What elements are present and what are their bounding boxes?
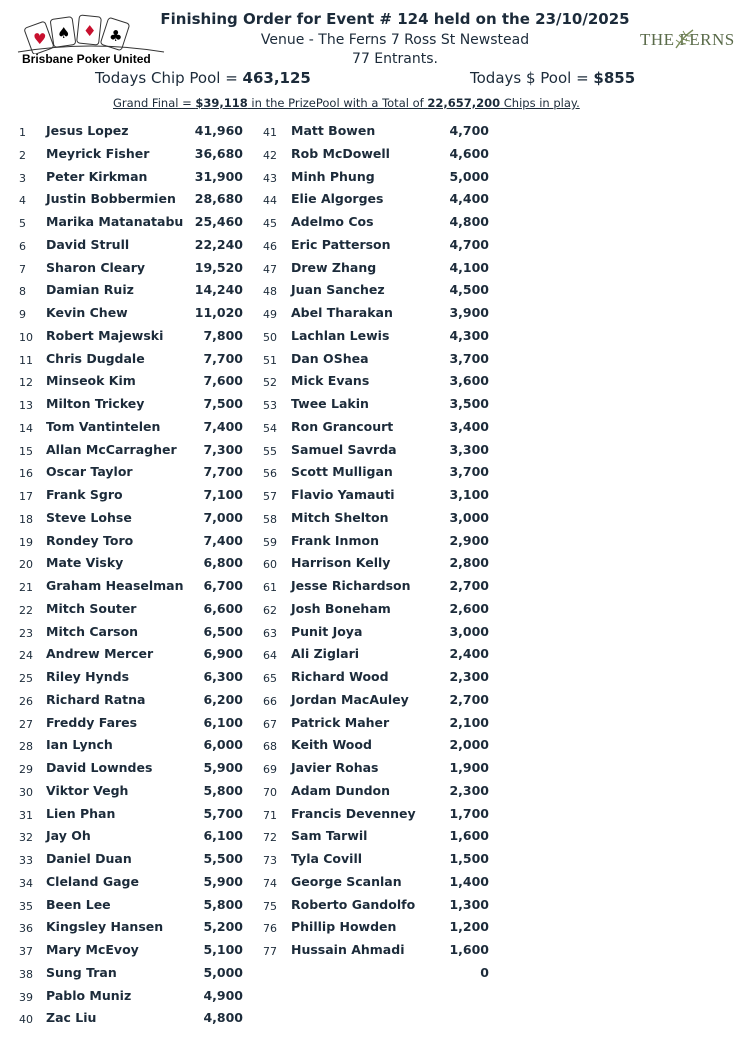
position-number: 31 [19,808,33,822]
player-name: Chris Dugdale [46,350,145,366]
position-number: 67 [263,717,277,731]
chip-count: 5,800 [203,782,243,798]
chip-count: 4,300 [449,327,489,343]
chip-count: 3,700 [449,464,489,480]
chip-pool-value: 463,125 [242,69,311,87]
chip-count: 6,100 [203,714,243,730]
chip-count: 4,800 [449,214,489,229]
position-number: 59 [263,535,277,549]
player-name: Kevin Chew [46,305,128,320]
player-name: Mitch Carson [46,623,139,639]
position-number: 34 [19,876,33,890]
position-number: 47 [263,262,277,276]
position-number: 40 [19,1013,33,1027]
position-number: 73 [263,854,277,867]
position-number: 45 [263,217,277,230]
diamond-suit-icon: ♦ [83,22,97,40]
position-number: 27 [19,717,33,731]
page-title: Finishing Order for Event # 124 held on the 23/10/2025 [160,10,630,28]
player-name: Frank Inmon [291,532,379,548]
chip-count: 1,500 [449,851,489,866]
player-name: Frank Sgro [46,487,123,502]
chip-count: 5,200 [203,919,243,935]
player-name: Rob McDowell [291,145,390,161]
chip-count: 7,400 [203,418,243,434]
position-number: 58 [263,512,277,526]
chip-count: 14,240 [194,282,243,298]
chip-count: 4,700 [449,123,489,138]
venue-text: Venue - The Ferns 7 Ross St Newstead [260,32,530,48]
chip-count: 1,400 [449,873,489,889]
chip-count: 11,020 [194,305,243,320]
chip-count: 1,200 [449,919,489,935]
chip-count: 5,500 [203,851,243,866]
chip-count: 6,300 [203,669,243,684]
player-name: Flavio Yamauti [291,487,395,502]
player-name: Freddy Fares [46,714,138,730]
chip-count: 2,300 [449,782,489,798]
player-name: Allan McCarragher [46,441,177,457]
player-name: Eric Patterson [291,236,391,252]
chip-count: 2,000 [449,737,489,753]
player-name: Robert Majewski [46,327,164,343]
player-name: George Scanlan [291,873,402,889]
position-number: 42 [263,148,277,162]
position-number: 16 [19,467,33,481]
chip-count: 3,900 [449,305,489,320]
player-name: Lachlan Lewis [291,327,390,343]
position-number: 41 [263,126,277,139]
chip-count: 4,500 [449,282,489,298]
chip-count: 4,800 [203,1010,243,1026]
playing-cards-icon [16,14,166,54]
player-name: Minseok Kim [46,373,136,389]
chip-count: 3,000 [449,509,489,525]
player-name: Scott Mulligan [291,464,393,480]
chip-count: 25,460 [194,214,243,229]
chip-count: 22,240 [194,236,243,252]
player-name: Mitch Souter [46,600,137,616]
grand-final-chips: 22,657,200 [427,96,501,110]
position-number: 14 [19,421,33,435]
position-number: 57 [263,490,277,503]
player-name: Mitch Shelton [291,509,389,525]
player-name: Mick Evans [291,373,370,389]
player-name: Juan Sanchez [291,282,385,298]
position-number: 66 [263,694,277,708]
spade-suit-icon: ♠ [57,24,71,42]
chip-count: 4,900 [203,987,243,1003]
chip-count: 4,100 [449,259,489,275]
position-number: 17 [19,490,33,503]
chip-count: 7,400 [203,532,243,548]
position-number: 10 [19,330,33,344]
chip-count: 41,960 [194,123,243,138]
player-name: Tom Vantintelen [46,418,161,434]
player-name: Jay Oh [46,828,91,844]
player-name: Mary McEvoy [46,942,139,957]
position-number: 64 [263,649,277,663]
position-number: 1 [19,126,26,139]
position-number: 43 [263,171,277,185]
chip-count: 4,400 [449,191,489,207]
player-name: Dan OShea [291,350,369,366]
player-name: Rondey Toro [46,532,134,548]
player-name: Milton Trickey [46,396,145,411]
position-number: 51 [263,353,277,367]
player-name: Adam Dundon [291,782,391,798]
chip-count: 5,900 [203,760,243,775]
player-name: Jordan MacAuley [291,691,409,707]
player-name: Steve Lohse [46,509,132,525]
position-number: 49 [263,308,277,321]
player-name: Damian Ruiz [46,282,134,298]
player-name: Andrew Mercer [46,646,154,662]
position-number: 60 [263,558,277,572]
position-number: 29 [19,763,33,776]
player-name: Sharon Cleary [46,259,146,275]
player-name: Matt Bowen [291,123,376,138]
player-name: Oscar Taylor [46,464,133,480]
chip-count: 7,800 [203,327,243,343]
grand-final-amount: $39,118 [195,96,248,110]
player-name: Jesse Richardson [291,578,411,593]
position-number: 21 [19,581,33,594]
chip-count: 2,700 [449,691,489,707]
chip-count: 3,500 [449,396,489,411]
position-number: 65 [263,672,277,685]
player-name: Jesus Lopez [46,123,129,138]
chip-count: 7,300 [203,441,243,457]
chip-count: 3,400 [449,418,489,434]
player-name: Riley Hynds [46,669,130,684]
position-number: 18 [19,512,33,526]
position-number: 25 [19,672,33,685]
position-number: 37 [19,945,33,958]
player-name: Meyrick Fisher [46,145,150,161]
chip-count: 6,500 [203,623,243,639]
player-name: Patrick Maher [291,714,390,730]
heart-suit-icon: ♥ [33,30,47,48]
position-number: 71 [263,808,277,822]
chip-count: 6,600 [203,600,243,616]
chip-count: 36,680 [194,145,243,161]
club-suit-icon: ♣ [109,27,123,45]
chip-pool-label: Todays Chip Pool = [95,69,243,87]
player-name: Graham Heaselman [46,578,184,593]
player-name: Roberto Gandolfo [291,896,416,912]
position-number: 72 [263,831,277,845]
chip-count: 3,700 [449,350,489,366]
position-number: 56 [263,467,277,481]
position-number: 19 [19,535,33,549]
player-name: Ali Ziglari [291,646,360,662]
player-name: David Lowndes [46,760,153,775]
chip-count: 0 [480,964,489,980]
chip-count: 3,600 [449,373,489,389]
position-number: 44 [263,194,277,208]
player-name: Tyla Covill [291,851,363,866]
position-number: 8 [19,285,26,299]
chip-count: 7,600 [203,373,243,389]
the-ferns-logo [640,30,740,56]
player-name: Kingsley Hansen [46,919,164,935]
dollar-pool-label: Todays $ Pool = [470,69,594,87]
chip-count: 6,100 [203,828,243,844]
dollar-pool [470,69,635,87]
player-name: Josh Boneham [291,600,391,616]
position-number: 77 [263,945,277,958]
chip-count: 5,100 [203,942,243,957]
position-number: 4 [19,194,26,208]
position-number: 62 [263,603,277,617]
chip-count: 7,500 [203,396,243,411]
position-number: 38 [19,967,33,981]
player-name: Zac Liu [46,1010,97,1026]
chip-count: 1,300 [449,896,489,912]
player-name: Adelmo Cos [291,214,374,229]
player-name: Cleland Gage [46,873,139,889]
player-name: Elie Algorges [291,191,384,207]
player-name: Justin Bobbermien [46,191,176,207]
chip-count: 2,400 [449,646,489,662]
position-number: 63 [263,626,277,640]
player-name: Twee Lakin [291,396,369,411]
player-name: Drew Zhang [291,259,377,275]
player-name: David Strull [46,236,130,252]
player-name: Hussain Ahmadi [291,942,405,957]
position-number: 12 [19,376,33,390]
grand-final-middle: in the PrizePool with a Total of [247,96,428,110]
chip-count: 3,000 [449,623,489,639]
player-name: Sam Tarwil [291,828,368,844]
position-number: 61 [263,581,277,594]
chip-pool [95,69,311,87]
player-name: Lien Phan [46,805,116,821]
player-name: Been Lee [46,896,111,912]
chip-count: 2,300 [449,669,489,684]
player-name: Viktor Vegh [46,782,129,798]
chip-count: 6,000 [203,737,243,753]
chip-count: 6,200 [203,691,243,707]
position-number: 30 [19,785,33,799]
player-name: Richard Ratna [46,691,146,707]
chip-count: 6,700 [203,578,243,593]
chip-count: 1,900 [449,760,489,775]
chip-count: 4,700 [449,236,489,252]
chip-count: 3,300 [449,441,489,457]
position-number: 15 [19,444,33,458]
entrants-count: 77 Entrants. [352,51,438,67]
chip-count: 2,100 [449,714,489,730]
position-number: 11 [19,353,33,367]
chip-count: 1,600 [449,942,489,957]
position-number: 54 [263,421,277,435]
player-name: Francis Devenney [291,805,416,821]
position-number: 48 [263,285,277,299]
position-number: 22 [19,603,33,617]
chip-count: 2,700 [449,578,489,593]
position-number: 7 [19,262,26,276]
chip-count: 3,100 [449,487,489,502]
player-name: Javier Rohas [291,760,379,775]
position-number: 24 [19,649,33,663]
chip-count: 4,600 [449,145,489,161]
chip-count: 7,000 [203,509,243,525]
position-number: 50 [263,330,277,344]
position-number: 3 [19,171,26,185]
player-name: Sung Tran [46,964,117,980]
player-name: Pablo Muniz [46,987,132,1003]
chip-count: 2,900 [449,532,489,548]
position-number: 20 [19,558,33,572]
position-number: 74 [263,876,277,890]
player-name: Richard Wood [291,669,389,684]
chip-count: 5,900 [203,873,243,889]
position-number: 52 [263,376,277,390]
player-name: Abel Tharakan [291,305,393,320]
position-number: 39 [19,990,33,1004]
position-number: 9 [19,308,26,321]
position-number: 55 [263,444,277,458]
chip-count: 2,800 [449,555,489,571]
position-number: 28 [19,740,33,754]
position-number: 69 [263,763,277,776]
the-ferns-text: THE FERNS [640,30,735,49]
position-number: 75 [263,899,277,913]
grand-final-line [113,96,580,110]
chip-count: 1,700 [449,805,489,821]
position-number: 23 [19,626,33,640]
grand-final-suffix: Chips in play. [500,96,580,110]
player-name: Minh Phung [291,168,375,184]
chip-count: 5,000 [203,964,243,980]
chip-count: 5,000 [449,168,489,184]
player-name: Ian Lynch [46,737,113,753]
position-number: 6 [19,239,26,253]
player-name: Marika Matanatabu [46,214,184,229]
chip-count: 5,700 [203,805,243,821]
chip-count: 7,100 [203,487,243,502]
chip-count: 28,680 [194,191,243,207]
position-number: 70 [263,785,277,799]
chip-count: 6,800 [203,555,243,571]
chip-count: 31,900 [194,168,243,184]
dollar-pool-value: $855 [593,69,636,87]
chip-count: 7,700 [203,464,243,480]
position-number: 2 [19,148,26,162]
position-number: 53 [263,399,277,412]
fern-leaf-icon [674,28,694,50]
player-name: Daniel Duan [46,851,132,866]
player-name: Samuel Savrda [291,441,397,457]
position-number: 46 [263,239,277,253]
logo-text: Brisbane Poker United [22,52,151,66]
player-name: Punit Joya [291,623,363,639]
brisbane-poker-united-logo [16,14,166,70]
player-name: Phillip Howden [291,919,397,935]
position-number: 32 [19,831,33,845]
player-name: Harrison Kelly [291,555,391,571]
position-number: 13 [19,399,33,412]
chip-count: 6,900 [203,646,243,662]
position-number: 68 [263,740,277,754]
chip-count: 7,700 [203,350,243,366]
position-number: 5 [19,217,26,230]
player-name: Keith Wood [291,737,372,753]
chip-count: 5,800 [203,896,243,912]
player-name: Peter Kirkman [46,168,148,184]
position-number: 36 [19,922,33,936]
chip-count: 19,520 [194,259,243,275]
position-number: 26 [19,694,33,708]
chip-count: 1,600 [449,828,489,844]
player-name: Ron Grancourt [291,418,394,434]
position-number: 33 [19,854,33,867]
position-number: 76 [263,922,277,936]
player-name: Mate Visky [46,555,124,571]
grand-final-prefix: Grand Final = [113,96,196,110]
position-number: 35 [19,899,33,913]
chip-count: 2,600 [449,600,489,616]
